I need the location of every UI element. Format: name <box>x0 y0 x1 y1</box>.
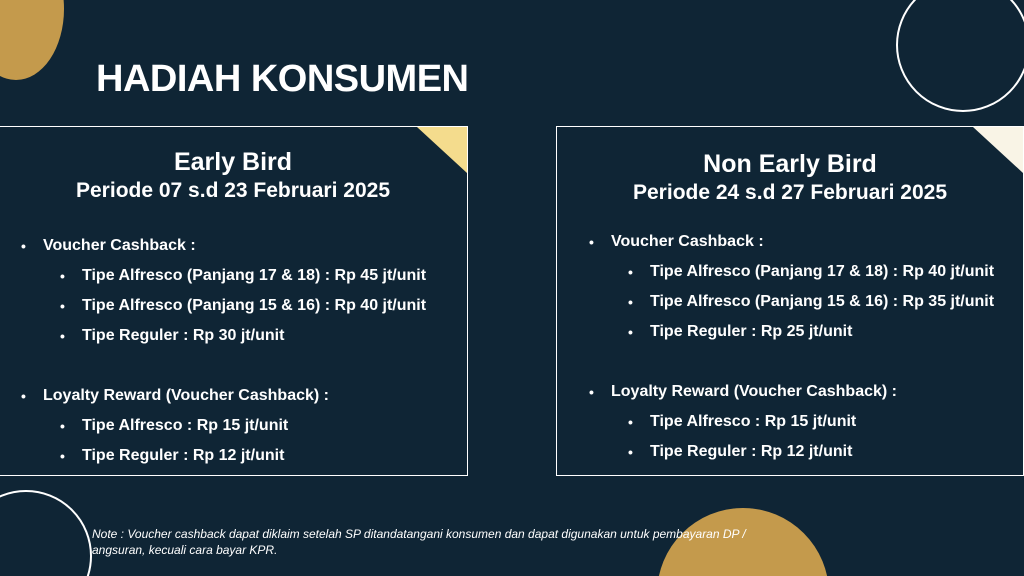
sublist <box>611 407 994 467</box>
sublist <box>43 411 426 471</box>
list-item-text: Tipe Alfresco (Panjang 15 & 16) : Rp 35 jt/unit <box>650 293 995 310</box>
list-item <box>60 291 427 321</box>
sublist <box>611 257 994 347</box>
list-spacer <box>611 347 994 377</box>
list-label: Loyalty Reward (Voucher Cashback) : <box>611 383 897 400</box>
bullet-icon: • <box>589 384 594 400</box>
list-item <box>628 317 994 347</box>
list-item <box>628 407 994 437</box>
list-item <box>60 261 427 291</box>
list-item <box>21 381 426 471</box>
bullet-icon: • <box>60 328 65 344</box>
reward-list <box>21 231 427 471</box>
list-item <box>60 321 426 351</box>
ring-decoration-bottom-left <box>0 490 92 576</box>
list-label: Loyalty Reward (Voucher Cashback) : <box>43 387 329 404</box>
list-item <box>628 437 994 467</box>
non-early-bird-panel <box>556 126 1024 476</box>
list-item <box>60 411 426 441</box>
bullet-icon: • <box>589 234 594 250</box>
list-item <box>628 287 995 317</box>
panel-name: Non Early Bird <box>703 150 877 178</box>
panel-header <box>0 147 467 205</box>
list-item-text: Tipe Reguler : Rp 30 jt/unit <box>82 327 285 344</box>
bullet-icon: • <box>60 418 65 434</box>
bullet-icon: • <box>628 264 633 280</box>
bullet-icon: • <box>628 414 633 430</box>
bullet-icon: • <box>21 388 26 404</box>
gold-circle-decoration <box>0 0 64 80</box>
panel-name: Early Bird <box>173 148 293 176</box>
footnote: Note : Voucher cashback dapat diklaim setelah SP ditandatangani konsumen dan dapat digunakan untuk pembayaran DP / angsuran, kecuali cara bayar KPR. <box>92 527 746 557</box>
list-label: Voucher Cashback : <box>611 233 764 250</box>
bullet-icon: • <box>60 268 65 284</box>
panel-period: Periode 07 s.d 23 Februari 2025 <box>76 179 390 202</box>
sublist <box>43 261 426 351</box>
list-item-text: Tipe Reguler : Rp 12 jt/unit <box>82 447 285 464</box>
page-title: HADIAH KONSUMEN <box>96 58 469 100</box>
list-item-text: Tipe Alfresco : Rp 15 jt/unit <box>650 413 857 430</box>
early-bird-panel <box>0 126 468 476</box>
list-item-text: Tipe Reguler : Rp 12 jt/unit <box>650 443 853 460</box>
bullet-icon: • <box>21 238 26 254</box>
panel-period: Periode 24 s.d 27 Februari 2025 <box>633 181 947 204</box>
list-item <box>628 257 995 287</box>
list-label: Voucher Cashback : <box>43 237 196 254</box>
bullet-icon: • <box>60 298 65 314</box>
bullet-icon: • <box>628 444 633 460</box>
panel-header <box>557 149 1023 207</box>
list-item <box>589 377 994 467</box>
bullet-icon: • <box>60 448 65 464</box>
list-item <box>589 227 995 347</box>
reward-list <box>589 227 995 467</box>
ring-decoration-top-right <box>896 0 1024 112</box>
list-item <box>21 231 427 351</box>
list-item-text: Tipe Alfresco : Rp 15 jt/unit <box>82 417 289 434</box>
list-item-text: Tipe Alfresco (Panjang 17 & 18) : Rp 45 jt/unit <box>82 267 427 284</box>
list-spacer <box>43 351 426 381</box>
list-item-text: Tipe Reguler : Rp 25 jt/unit <box>650 323 853 340</box>
list-item-text: Tipe Alfresco (Panjang 17 & 18) : Rp 40 jt/unit <box>650 263 995 280</box>
list-item-text: Tipe Alfresco (Panjang 15 & 16) : Rp 40 jt/unit <box>82 297 427 314</box>
bullet-icon: • <box>628 294 633 310</box>
bullet-icon: • <box>628 324 633 340</box>
list-item <box>60 441 426 471</box>
